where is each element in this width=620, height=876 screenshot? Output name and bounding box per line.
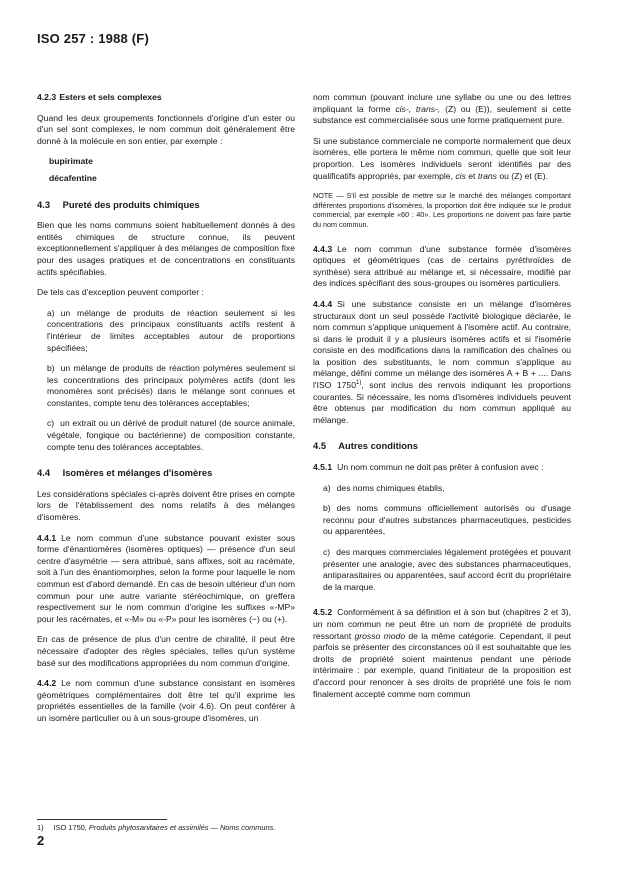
footnote [37,823,275,832]
list-text: des noms chimiques établis, [336,482,445,493]
paragraph: Bien que les noms communs soient habituellement donnés à des entités chimiques de structure connue, ils peuvent exceptionnellement s'appliquer à des mélanges de composition fixe pour des usages pratiques et de concentrations en constituants actifs spécifiables. [37,220,295,277]
paragraph-text: Le nom commun d'une substance consistant en isomères géométriques complémentaires doit être tel qu'il exprime les propriétés essentielles de la famille (voir 4.6). On peut conférer à un isomère particulier ou à un sous-groupe d'isomères, un [37,678,295,723]
paragraph: Les considérations spéciales ci-après doivent être prises en compte lors de l'établissement des noms relatifs à des mélanges d'isomères. [37,488,295,523]
right-column [313,92,571,709]
section-4-5-2-paragraph [313,607,571,700]
list-text: des noms communs officiellement autorisés ou d'usage reconnu pour d'autres substances pharmaceutiques, pesticides ou apparentées, [323,503,571,537]
section-4-2-3-heading [37,92,295,104]
footnote-ref: 1) [356,380,362,387]
note: NOTE — S'il est possible de mettre sur le marché des mélanges comportant différentes proportions d'isomères, la proportion doit être indiquée sur le produit commercial, par exemple «60 : 40». Les proportions ne doivent pas faire partie du nom commun. [313,191,571,229]
section-4-3-heading [37,199,295,211]
paragraph [313,92,571,127]
section-number: 4.4.2 [37,678,57,689]
list-item [323,483,571,495]
section-number: 4.4.1 [37,532,57,543]
text: ou (Z) et (E). [496,170,549,181]
italic-text: trans [477,170,497,181]
section-title: Isomères et mélanges d'isomères [62,467,213,479]
list-item [47,308,295,354]
example-name: bupirimate [49,156,93,167]
paragraph-text: , sont inclus des renvois indiquant les proportions courantes. Si nécessaire, les noms d'isomères individuels peuvent être obtenus par modification du nom commun appliqué au mélange. [313,380,571,425]
paragraph-text: Le nom commun d'une substance formée d'isomères optiques et géométriques (cas de certains pyréthroïdes de synthèse) sera attribué au mélange et, si nécessaire, modifié par des indices spécifiant des sous-groupes ou isomères particuliers. [313,243,571,289]
list-item [323,547,571,593]
paragraph-text: de la même catégorie. Cependant, il peut parfois se présenter des circonstances où il est souhaitable que les droits de propriété soient maintenus pendant une période intérimaire : par exemple, quand l'initiateur de la proposition est d'accord pour renoncer à ses droits de propriété une fois le nom finalement accepté comme nom commun [313,630,572,699]
list-item [323,503,571,538]
example-name: décafentine [49,172,97,183]
section-4-5-heading [313,440,571,452]
section-4-4-3-paragraph [313,244,571,290]
page-number: 2 [37,833,45,848]
section-number: 4.5.1 [313,462,333,473]
text: et [465,170,478,181]
text: Si une substance commerciale ne comporte normalement que deux isomères, elle portera le même nom commun, quelle que soit leur proportion. Les isomères individuels seront identifiés par des qualificatifs appropriés, par exemple, [313,135,571,181]
list-text: un extrait ou un dérivé de produit naturel (de source animale, végétale, fongique ou bactérienne) de composition constante, compte tenu des tolérances acceptables. [47,418,295,452]
list-item [47,363,295,409]
list-label: c) [323,547,331,557]
text: (Z) ou (E)), seulement si cette substance est commercialisée sous une forme pratiquement pure. [313,103,571,126]
section-title: Autres conditions [338,440,418,452]
list-label: b) [47,363,55,374]
italic-text: grosso modo [354,630,406,641]
paragraph: De tels cas d'exception peuvent comporter : [37,287,204,298]
section-number: 4.5 [313,440,327,452]
section-title: Pureté des produits chimiques [62,198,200,210]
list-text: un mélange de produits de réaction seulement si les concentrations des principaux constituants actifs restent à l'intérieur de limites acceptables autour de proportions spécifiées; [47,307,295,353]
paragraph-text: Conformément à sa définition et à son but (chapitres 2 et 3), un nom commun ne peut être un nom de propriété de produits ressortant [313,607,571,641]
list-text: un mélange de produits de réaction polymères seulement si les concentrations des principaux polymères actifs (dont les monomères sont précisés) dans le mélange sont connues et constantes, compte tenu des tolérances acceptables; [47,363,295,408]
left-column [37,92,295,734]
list-label: b) [323,503,331,514]
italic-text: cis-, trans-, [395,103,441,114]
footnote-marker: 1) [37,823,44,832]
list-label: a) [323,482,331,493]
paragraph: En cas de présence de plus d'un centre de chiralité, il peut être nécessaire d'adopter des règles spéciales, telles qu'un système basé sur des modifications appropriées du nom commun d'origine. [37,634,295,668]
text: nom commun (pouvant inclure une syllabe ou une ou des lettres impliquant la forme [313,92,571,114]
paragraph: Quand les deux groupements fonctionnels d'origine d'un ester ou d'un sel sont complexes, le nom commun doit généralement être donné à la molécule en son entier, par exemple : [37,112,295,146]
paragraph [313,136,571,182]
section-4-5-1-paragraph [313,462,571,474]
footnote-divider [37,819,167,820]
footnote-text: ISO 1750, [53,823,89,832]
section-number: 4.4.3 [313,243,333,254]
section-title: Esters et sels complexes [59,92,162,102]
italic-text: cis [455,170,466,181]
paragraph-text: Le nom commun d'une substance pouvant exister sous forme d'énantiomères (isomères optiques) — présence d'un seul centre d'asymétrie — sera attribué, sans affixes, soit au racémate, soit à l'un des énantiomorphes, selon la forme pour laquelle le nom commun est d'abord demandé. En cas de besoin ultérieur d'un nom commun pour une autre variante stéréochimique, on greffera respectivement sur le nom commun d'origine les suffixes «-MP» pour les racémates, et «-M» ou «-P» pour les isomères (−) ou (+). [37,532,295,624]
section-4-4-1-paragraph [37,533,295,626]
document-header: ISO 257 : 1988 (F) [37,31,149,46]
list-text: des marques commerciales légalement protégées et pouvant présenter une analogie, avec des substances pharmaceutiques, antiparasitaires ou apparentées, sauf accord écrit du propriétaire de la marque. [323,547,571,592]
section-number: 4.2.3 [37,92,57,102]
list-label: a) [47,307,55,318]
list-item [47,418,295,453]
section-4-4-4-paragraph [313,299,571,427]
section-number: 4.5.2 [313,607,333,618]
paragraph-text: Un nom commun ne doit pas prêter à confusion avec : [337,462,544,473]
list-label: c) [47,418,55,429]
section-4-4-2-paragraph [37,678,295,724]
footnote-title: Produits phytosanitaires et assimilés — Noms communs. [88,823,276,832]
section-4-4-heading [37,467,295,479]
section-number: 4.4.4 [313,298,333,309]
section-number: 4.3 [37,198,51,210]
section-number: 4.4 [37,467,51,479]
paragraph-text: Si une substance consiste en un mélange d'isomères structuraux dont un seul possède l'activité biologique déclarée, le nom commun s'applique uniquement à l'isomère actif. Au contraire, si dans le produit il y a plusieurs isomères actifs et si l'isomérie consiste en des modifications dans la ramification des chaînes ou la position des substituants, le nom commun s'applique au mélange, défini comme un mélange des isomères A + B + .... Dans l'ISO 1750 [313,298,571,391]
